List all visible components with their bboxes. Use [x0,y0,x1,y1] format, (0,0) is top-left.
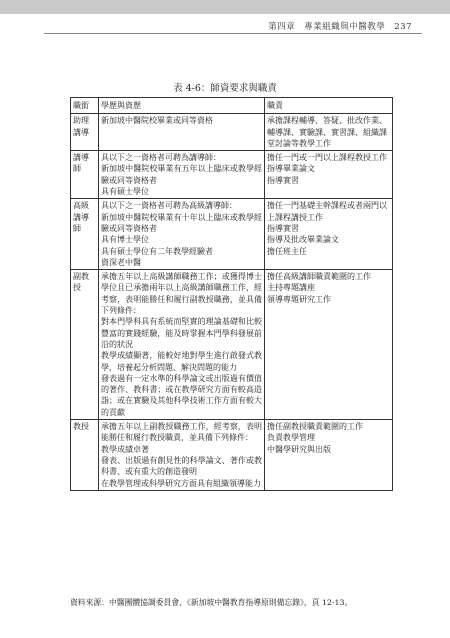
cell-qualifications-line: 教學成績顯著，能較好地對學生進行啟發式教學，培養起分析問題、解決問題的能力 [101,351,262,372]
running-head: 第四章 專業組織與中醫教學 237 [268,22,412,32]
cell-title-line: 授 [73,283,81,293]
header-duties: 職責 [265,98,393,114]
cell-qualifications [99,151,265,199]
cell-title [71,151,99,199]
cell-title-line: 講導 [73,127,89,137]
cell-duties-line: 指導畢業論文 [267,164,315,174]
cell-title-line: 副教 [73,272,89,282]
cell-duties-line: 擔任副教授職責範圍的工作 [267,422,363,432]
table-row [71,270,393,420]
cell-qualifications [99,199,265,270]
cell-duties-line: 主持專題講座 [267,283,315,293]
cell-title-line: 師 [73,223,81,233]
cell-title-line: 高級 [73,201,89,211]
header-rule [44,33,422,34]
top-gray-band [0,0,450,14]
cell-title-line: 講導 [73,153,89,163]
cell-duties-line: 中醫學研究與出版 [267,444,331,454]
cell-duties-line: 負責教學管理 [267,433,315,443]
cell-title-line: 講導 [73,212,89,222]
table-row [71,114,393,151]
cell-qualifications-line: 新加坡中醫院校畢業有十年以上臨床或教學經驗或同等資格者 [101,212,262,233]
cell-qualifications-line: 新加坡中醫院校畢業或同等資格 [101,116,213,126]
cell-duties-line: 擔任一門或一門以上課程教授工作 [267,153,387,163]
cell-duties [265,114,393,151]
cell-qualifications-line: 新加坡中醫院校畢業有五年以上臨床或教學經驗或同等資格者 [101,164,262,185]
cell-title [71,114,99,151]
cell-duties-line: 擔任高級講師職責範圍的工作 [267,272,371,282]
source-note: 資料來源：中醫團體協調委員會，《新加坡中醫教育指導原則備忘錄》，頁 12-13。 [70,598,353,607]
cell-duties-line: 指導及批改畢業論文 [267,235,339,245]
header-qualifications: 學歷與資歷 [99,98,265,114]
cell-title [71,199,99,270]
cell-qualifications-line: 對本門學科具有系統而堅實的理論基礎和比較豐富的實踐經驗，能及時掌握本門學科發展前沿的狀況 [101,317,262,349]
cell-duties [265,270,393,420]
cell-title [71,420,99,491]
cell-title-line: 助理 [73,116,89,126]
cell-qualifications-line: 在教學管理或科學研究方面具有組織領導能力 [101,478,261,488]
cell-qualifications [99,420,265,491]
table-caption: 表 4-6：師資要求與職責 [173,83,277,94]
cell-duties-line: 擔任班主任 [267,246,307,256]
cell-duties [265,151,393,199]
cell-duties [265,199,393,270]
cell-title-line: 教授 [73,422,89,432]
table-body [71,114,393,491]
cell-title [71,270,99,420]
cell-qualifications-line: 資深老中醫 [101,257,141,267]
header-title: 職銜 [71,98,99,114]
cell-qualifications-line: 承擔五年以上副教授職務工作，經考察，表明能勝任和履行教授職責，並具備下列條件： [101,422,262,443]
cell-duties-line: 承擔課程輔導、答疑、批改作業、輔導課、實驗課、實習課、組織課堂討論等教學工作 [267,116,387,148]
cell-qualifications-line: 發表過有一定水準的科學論文或出版過有價值的著作、教科書；或在教學研究方面有較高造詣；或在實驗及其他科學技術工作方面有較大的貢獻 [101,373,262,417]
cell-qualifications-line: 具有碩士學位 [101,187,149,197]
table-header-row [71,98,393,114]
cell-qualifications-line: 具以下之一資格者可聘為高級講導師： [101,201,237,211]
table-row [71,420,393,491]
cell-qualifications-line: 教學成績卓著 [101,444,149,454]
cell-title-line: 師 [73,164,81,174]
cell-qualifications-line: 具有博士學位 [101,235,149,245]
cell-duties-line: 領導專題研究工作 [267,294,331,304]
cell-qualifications-line: 承擔五年以上高級講師職務工作；或獲得博士學位且已承擔兩年以上高級講師職務工作，經考察，表明能勝任和履行副教授職務，並具備下列條件： [101,272,262,316]
cell-qualifications-line: 具有碩士學位有二年教學經驗者 [101,246,213,256]
cell-qualifications-line: 發表、出版過有創見性的科學論文、著作或教科書、或有重大的創造發明 [101,455,262,477]
cell-qualifications [99,270,265,420]
cell-duties-line: 指導實習 [267,223,299,233]
cell-duties-line: 擔任一門基礎主幹課程或者兩門以上課程講授工作 [267,201,387,222]
cell-qualifications [99,114,265,151]
cell-duties [265,420,393,491]
cell-qualifications-line: 具以下之一資格者可聘為講導師： [101,153,221,163]
table-row [71,151,393,199]
table-row [71,199,393,270]
cell-duties-line: 指導實習 [267,175,299,185]
faculty-requirements-table [70,97,393,491]
